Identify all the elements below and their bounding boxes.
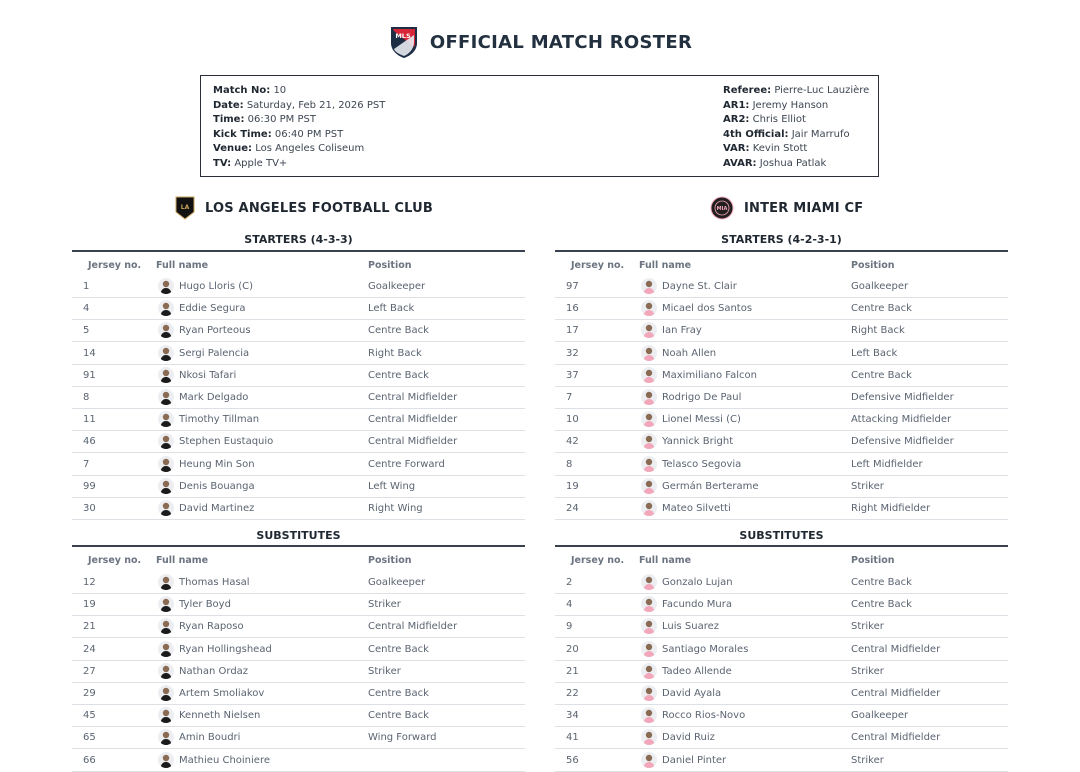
table-row bbox=[555, 615, 1008, 638]
fourth-official-line: 4th Official: Jair Marrufo bbox=[723, 128, 850, 140]
jersey-number: 17 bbox=[566, 325, 579, 337]
player-position: Centre Forward bbox=[368, 458, 445, 470]
position-column-header: Position bbox=[368, 555, 412, 566]
table-row bbox=[555, 660, 1008, 683]
jersey-number: 30 bbox=[83, 503, 96, 514]
away-team-name: INTER MIAMI CF bbox=[744, 200, 864, 216]
player-position: Defensive Midfielder bbox=[851, 392, 954, 403]
var-line: VAR: Kevin Stott bbox=[723, 143, 808, 155]
table-row bbox=[72, 726, 525, 749]
position-column-header: Position bbox=[851, 555, 895, 566]
referee-line: Referee: Pierre-Luc Lauzière bbox=[723, 85, 870, 96]
jersey-number: 56 bbox=[566, 754, 579, 766]
venue-line: Venue: Los Angeles Coliseum bbox=[213, 143, 365, 155]
table-row bbox=[555, 497, 1008, 520]
table-row bbox=[72, 571, 525, 594]
table-row bbox=[72, 430, 525, 453]
jersey-number: 27 bbox=[83, 665, 96, 677]
ar1-line: AR1: Jeremy Hanson bbox=[723, 99, 829, 111]
player-name: Dayne St. Clair bbox=[662, 281, 737, 292]
name-column-header: Full name bbox=[639, 260, 692, 271]
player-avatar-icon bbox=[158, 456, 174, 472]
player-position: Left Back bbox=[368, 303, 415, 315]
player-position: Goalkeeper bbox=[851, 710, 909, 722]
table-row bbox=[555, 638, 1008, 661]
jersey-number: 1 bbox=[83, 281, 90, 292]
player-name: Lionel Messi (C) bbox=[662, 414, 741, 426]
player-name: Daniel Pinter bbox=[662, 754, 727, 766]
player-position: Left Wing bbox=[368, 480, 416, 492]
player-position: Defensive Midfielder bbox=[851, 436, 954, 448]
player-avatar-icon bbox=[158, 641, 174, 657]
player-avatar-icon bbox=[641, 433, 657, 449]
table-row bbox=[72, 593, 525, 616]
jersey-number: 19 bbox=[83, 599, 96, 611]
jersey-number: 24 bbox=[83, 643, 96, 655]
player-name: Mateo Silvetti bbox=[662, 503, 731, 514]
jersey-number: 46 bbox=[83, 436, 96, 448]
table-row bbox=[72, 319, 525, 342]
table-row bbox=[72, 297, 525, 320]
player-name: Rocco Rios-Novo bbox=[662, 710, 746, 722]
jersey-number: 45 bbox=[83, 710, 96, 722]
player-name: Ryan Raposo bbox=[179, 621, 244, 633]
away-subs-column-header bbox=[555, 545, 1008, 569]
player-avatar-icon bbox=[158, 367, 174, 383]
player-avatar-icon bbox=[641, 618, 657, 634]
player-avatar-icon bbox=[158, 707, 174, 723]
player-position: Central Midfielder bbox=[851, 732, 941, 744]
table-row bbox=[555, 749, 1008, 772]
home-team-header bbox=[175, 196, 433, 220]
jersey-number: 21 bbox=[83, 621, 96, 633]
player-avatar-icon bbox=[641, 456, 657, 472]
table-row bbox=[555, 297, 1008, 320]
inter-miami-crest-icon bbox=[710, 196, 734, 220]
player-position: Centre Back bbox=[851, 599, 912, 611]
player-name: Tadeo Allende bbox=[662, 665, 732, 677]
player-position: Centre Back bbox=[368, 710, 429, 722]
table-row bbox=[72, 408, 525, 431]
player-position: Striker bbox=[851, 754, 884, 766]
table-row bbox=[555, 571, 1008, 594]
player-avatar-icon bbox=[641, 641, 657, 657]
match-details bbox=[213, 84, 385, 172]
player-name: Nkosi Tafari bbox=[179, 369, 237, 381]
player-position: Right Back bbox=[851, 325, 905, 337]
jersey-number: 66 bbox=[83, 754, 96, 766]
jersey-number: 22 bbox=[566, 688, 579, 699]
match-info-box bbox=[200, 75, 879, 177]
jersey-number: 2 bbox=[566, 577, 573, 588]
player-name: Mark Delgado bbox=[179, 392, 249, 403]
player-avatar-icon bbox=[158, 752, 174, 768]
player-avatar-icon bbox=[158, 574, 174, 590]
table-row bbox=[555, 319, 1008, 342]
player-name: Amin Boudri bbox=[179, 732, 241, 744]
table-row bbox=[555, 726, 1008, 749]
player-avatar-icon bbox=[641, 596, 657, 612]
away-subs-title: SUBSTITUTES bbox=[739, 529, 824, 542]
player-name: Noah Allen bbox=[662, 347, 717, 359]
table-row bbox=[72, 342, 525, 365]
player-position: Central Midfielder bbox=[368, 392, 458, 403]
player-position: Left Midfielder bbox=[851, 458, 923, 470]
player-name: Timothy Tillman bbox=[179, 414, 260, 426]
player-avatar-icon bbox=[158, 278, 174, 294]
player-name: Germán Berterame bbox=[662, 480, 759, 492]
player-name: Hugo Lloris (C) bbox=[179, 281, 254, 292]
jersey-column-header: Jersey no. bbox=[571, 260, 625, 271]
table-row bbox=[72, 364, 525, 387]
player-name: Luis Suarez bbox=[662, 621, 720, 633]
jersey-column-header: Jersey no. bbox=[88, 555, 142, 566]
jersey-number: 7 bbox=[83, 458, 90, 470]
player-avatar-icon bbox=[641, 685, 657, 701]
jersey-number: 37 bbox=[566, 369, 579, 381]
player-avatar-icon bbox=[158, 389, 174, 405]
jersey-number: 99 bbox=[83, 480, 96, 492]
table-row bbox=[72, 660, 525, 683]
player-name: Tyler Boyd bbox=[179, 599, 231, 611]
player-position: Right Back bbox=[368, 347, 422, 359]
jersey-number: 21 bbox=[566, 665, 579, 677]
jersey-number: 19 bbox=[566, 480, 579, 492]
table-row bbox=[555, 475, 1008, 498]
home-starters-title: STARTERS (4-3-3) bbox=[244, 233, 353, 246]
player-position: Centre Back bbox=[851, 303, 912, 315]
position-column-header: Position bbox=[368, 260, 412, 271]
player-position: Right Midfielder bbox=[851, 503, 931, 514]
player-avatar-icon bbox=[641, 478, 657, 494]
player-name: Santiago Morales bbox=[662, 643, 749, 655]
player-position: Striker bbox=[368, 665, 401, 677]
player-position: Central Midfielder bbox=[368, 414, 458, 426]
jersey-number: 8 bbox=[83, 392, 90, 403]
jersey-number: 16 bbox=[566, 303, 579, 315]
player-name: Ryan Hollingshead bbox=[179, 643, 272, 655]
jersey-number: 12 bbox=[83, 577, 96, 588]
mls-logo-text: MLS bbox=[395, 32, 411, 40]
away-starters-title: STARTERS (4-2-3-1) bbox=[721, 233, 842, 246]
player-avatar-icon bbox=[641, 345, 657, 361]
table-row bbox=[555, 682, 1008, 705]
player-position: Centre Back bbox=[851, 577, 912, 588]
away-team-header bbox=[710, 196, 863, 220]
jersey-number: 7 bbox=[566, 392, 573, 403]
player-avatar-icon bbox=[158, 478, 174, 494]
player-position: Centre Back bbox=[368, 688, 429, 699]
table-row bbox=[555, 704, 1008, 727]
table-row bbox=[555, 364, 1008, 387]
player-avatar-icon bbox=[641, 367, 657, 383]
player-avatar-icon bbox=[641, 663, 657, 679]
player-position: Centre Back bbox=[368, 369, 429, 381]
player-position: Central Midfielder bbox=[851, 688, 941, 699]
page-header bbox=[0, 24, 1080, 60]
player-name: Micael dos Santos bbox=[662, 303, 753, 315]
player-avatar-icon bbox=[158, 345, 174, 361]
player-name: Yannick Bright bbox=[662, 436, 734, 448]
player-avatar-icon bbox=[641, 278, 657, 294]
player-name: Maximiliano Falcon bbox=[662, 369, 757, 381]
player-name: Sergi Palencia bbox=[179, 347, 250, 359]
player-avatar-icon bbox=[158, 300, 174, 316]
player-position: Wing Forward bbox=[368, 732, 437, 744]
player-position: Centre Back bbox=[368, 643, 429, 655]
player-position: Goalkeeper bbox=[368, 281, 426, 292]
player-name: Facundo Mura bbox=[662, 599, 732, 611]
name-column-header: Full name bbox=[156, 260, 209, 271]
player-avatar-icon bbox=[641, 707, 657, 723]
table-row bbox=[555, 453, 1008, 476]
match-time-line: Time: 06:30 PM PST bbox=[213, 114, 316, 126]
table-row bbox=[72, 749, 525, 772]
jersey-number: 4 bbox=[566, 599, 573, 611]
table-row bbox=[555, 386, 1008, 409]
player-avatar-icon bbox=[158, 729, 174, 745]
jersey-column-header: Jersey no. bbox=[88, 260, 142, 271]
jersey-number: 4 bbox=[83, 303, 90, 315]
player-avatar-icon bbox=[641, 574, 657, 590]
player-name: David Martinez bbox=[179, 503, 255, 514]
player-position: Striker bbox=[851, 480, 884, 492]
jersey-number: 97 bbox=[566, 281, 579, 292]
jersey-number: 24 bbox=[566, 503, 579, 514]
player-avatar-icon bbox=[158, 500, 174, 516]
kick-time-line: Kick Time: 06:40 PM PST bbox=[213, 128, 344, 140]
player-name: Stephen Eustaquio bbox=[179, 436, 274, 448]
name-column-header: Full name bbox=[156, 555, 209, 566]
player-name: Mathieu Choiniere bbox=[179, 754, 270, 766]
player-position: Central Midfielder bbox=[368, 436, 458, 448]
player-name: Ian Fray bbox=[662, 325, 702, 337]
jersey-number: 91 bbox=[83, 369, 96, 381]
player-position: Right Wing bbox=[368, 503, 423, 514]
player-name: Artem Smoliakov bbox=[179, 688, 265, 699]
jersey-number: 29 bbox=[83, 688, 96, 699]
player-avatar-icon bbox=[158, 322, 174, 338]
jersey-number: 20 bbox=[566, 643, 579, 655]
table-row bbox=[72, 638, 525, 661]
player-position: Goalkeeper bbox=[368, 577, 426, 588]
table-row bbox=[555, 275, 1008, 298]
table-row bbox=[72, 497, 525, 520]
officials-details bbox=[723, 84, 869, 172]
player-avatar-icon bbox=[641, 300, 657, 316]
jersey-number: 8 bbox=[566, 458, 573, 470]
player-avatar-icon bbox=[158, 685, 174, 701]
jersey-number: 14 bbox=[83, 347, 96, 359]
player-name: Heung Min Son bbox=[179, 458, 255, 470]
player-position: Striker bbox=[851, 621, 884, 633]
player-name: Nathan Ordaz bbox=[179, 665, 249, 677]
table-row bbox=[72, 275, 525, 298]
player-name: Rodrigo De Paul bbox=[662, 392, 742, 403]
player-position: Centre Back bbox=[851, 369, 912, 381]
player-name: David Ayala bbox=[662, 688, 722, 699]
player-avatar-icon bbox=[641, 500, 657, 516]
match-date-line: Date: Saturday, Feb 21, 2026 PST bbox=[213, 99, 386, 111]
table-row bbox=[72, 704, 525, 727]
player-name: Thomas Hasal bbox=[179, 577, 250, 588]
player-name: Eddie Segura bbox=[179, 303, 246, 315]
table-row bbox=[555, 430, 1008, 453]
table-row bbox=[555, 408, 1008, 431]
player-avatar-icon bbox=[641, 411, 657, 427]
player-avatar-icon bbox=[641, 322, 657, 338]
away-starters-column-header bbox=[555, 250, 1008, 274]
player-position: Attacking Midfielder bbox=[851, 414, 952, 426]
player-avatar-icon bbox=[641, 752, 657, 768]
player-position: Striker bbox=[368, 599, 401, 611]
player-avatar-icon bbox=[641, 389, 657, 405]
player-name: David Ruiz bbox=[662, 732, 715, 744]
page-title: OFFICIAL MATCH ROSTER bbox=[429, 31, 693, 53]
player-avatar-icon bbox=[158, 411, 174, 427]
svg-text:LA: LA bbox=[180, 204, 190, 211]
player-name: Telasco Segovia bbox=[662, 458, 742, 470]
player-avatar-icon bbox=[641, 729, 657, 745]
position-column-header: Position bbox=[851, 260, 895, 271]
player-avatar-icon bbox=[158, 596, 174, 612]
jersey-number: 5 bbox=[83, 325, 90, 337]
table-row bbox=[72, 682, 525, 705]
home-starters-column-header bbox=[72, 250, 525, 274]
player-name: Ryan Porteous bbox=[179, 325, 251, 337]
avar-line: AVAR: Joshua Patlak bbox=[723, 157, 827, 169]
player-position: Central Midfielder bbox=[368, 621, 458, 633]
mls-logo bbox=[388, 25, 420, 59]
jersey-number: 65 bbox=[83, 732, 96, 744]
player-name: Gonzalo Lujan bbox=[662, 577, 733, 588]
svg-text:MIA: MIA bbox=[716, 206, 728, 212]
ar2-line: AR2: Chris Elliot bbox=[723, 114, 806, 126]
table-row bbox=[72, 453, 525, 476]
jersey-column-header: Jersey no. bbox=[571, 555, 625, 566]
player-position: Striker bbox=[851, 665, 884, 677]
table-row bbox=[72, 475, 525, 498]
player-position: Left Back bbox=[851, 347, 898, 359]
table-row bbox=[72, 615, 525, 638]
jersey-number: 11 bbox=[83, 414, 96, 426]
player-position: Centre Back bbox=[368, 325, 429, 337]
player-name: Denis Bouanga bbox=[179, 480, 255, 492]
table-row bbox=[555, 342, 1008, 365]
table-row bbox=[555, 593, 1008, 616]
player-avatar-icon bbox=[158, 618, 174, 634]
name-column-header: Full name bbox=[639, 555, 692, 566]
player-position: Goalkeeper bbox=[851, 281, 909, 292]
lafc-crest-icon bbox=[175, 196, 195, 220]
home-team-name: LOS ANGELES FOOTBALL CLUB bbox=[205, 200, 434, 216]
home-subs-title: SUBSTITUTES bbox=[256, 529, 341, 542]
player-name: Kenneth Nielsen bbox=[179, 710, 261, 722]
player-avatar-icon bbox=[158, 663, 174, 679]
jersey-number: 10 bbox=[566, 414, 579, 426]
jersey-number: 42 bbox=[566, 436, 579, 448]
player-position: Central Midfielder bbox=[851, 643, 941, 655]
home-subs-column-header bbox=[72, 545, 525, 569]
jersey-number: 34 bbox=[566, 710, 579, 722]
table-row bbox=[72, 386, 525, 409]
jersey-number: 32 bbox=[566, 347, 579, 359]
jersey-number: 9 bbox=[566, 621, 573, 633]
tv-line: TV: Apple TV+ bbox=[213, 157, 288, 169]
player-avatar-icon bbox=[158, 433, 174, 449]
jersey-number: 41 bbox=[566, 732, 579, 744]
match-number-line: Match No: 10 bbox=[213, 85, 287, 96]
